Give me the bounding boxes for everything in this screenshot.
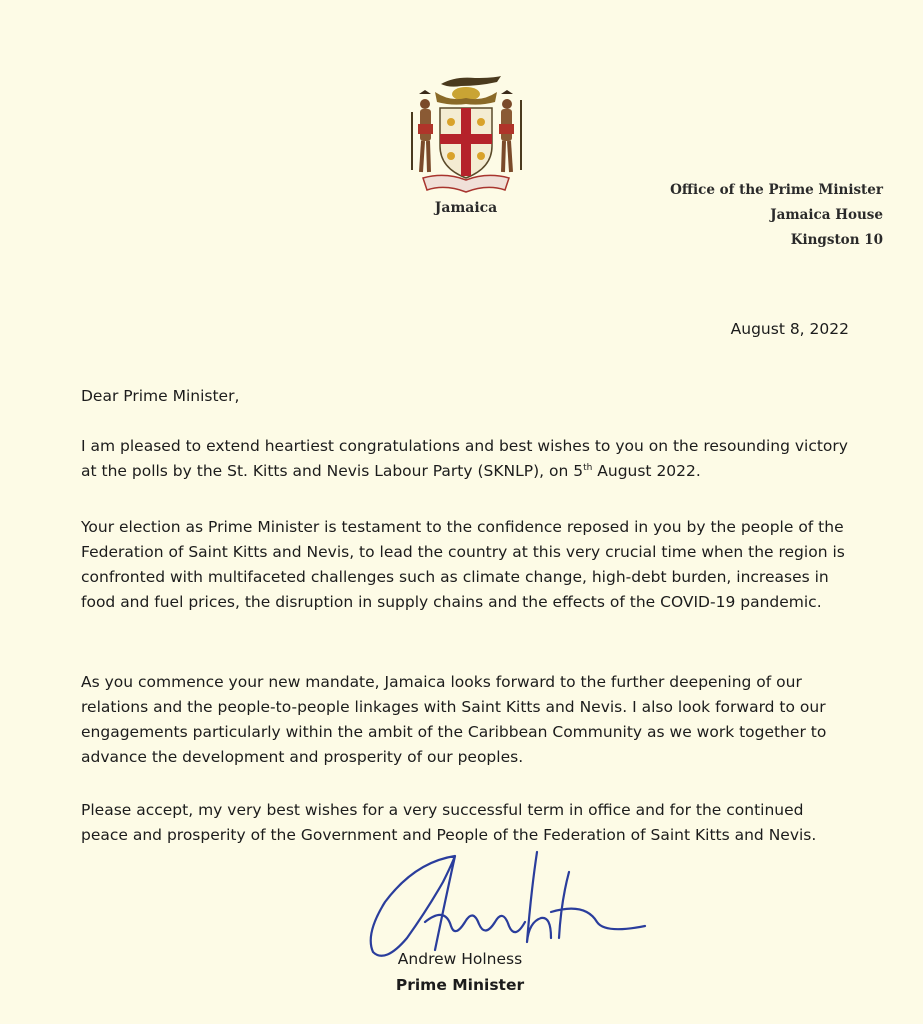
letter-date: August 8, 2022	[730, 320, 849, 338]
paragraph-3-text: As you commence your new mandate, Jamaica looks forward to the further deepening of our relations and the people-to-people linkages with Saint Kitts and Nevis. I also look forward to our engagements particularly within the ambit of the Caribbean Community as we work together to advance the development and prosperity of our peoples.	[81, 673, 827, 766]
signatory-title: Prime Minister	[395, 976, 525, 994]
coat-of-arms-icon	[405, 72, 527, 200]
letterhead-country: Jamaica	[434, 200, 498, 216]
office-line-3: Kingston 10	[790, 232, 883, 248]
paragraph-1-end: August 2022.	[592, 462, 701, 480]
office-line-2: Jamaica House	[770, 207, 883, 223]
paragraph-2-text: Your election as Prime Minister is testament to the confidence reposed in you by the people of the Federation of Saint Kitts and Nevis, to lead the country at this very crucial time when the region is confronted with multifaceted challenges such as climate change, high-debt burden, increases in food and fuel prices, the disruption in supply chains and the effects of the COVID-19 pandemic.	[81, 518, 845, 611]
paragraph-4	[81, 798, 851, 848]
signatory-name: Andrew Holness	[397, 950, 523, 968]
paragraph-3	[81, 670, 851, 770]
paragraph-1-text: I am pleased to extend heartiest congratulations and best wishes to you on the resounding victory at the polls by the St. Kitts and Nevis Labour Party (SKNLP), on 5	[81, 437, 848, 480]
paragraph-1	[81, 434, 851, 484]
ordinal-suffix: th	[583, 462, 593, 473]
paragraph-4-text: Please accept, my very best wishes for a very successful term in office and for the continued peace and prosperity of the Government and People of the Federation of Saint Kitts and Nevis.	[81, 801, 817, 844]
salutation: Dear Prime Minister,	[81, 387, 240, 405]
letterhead-office-address	[670, 178, 883, 253]
paragraph-2	[81, 515, 851, 615]
office-line-1: Office of the Prime Minister	[670, 182, 883, 198]
